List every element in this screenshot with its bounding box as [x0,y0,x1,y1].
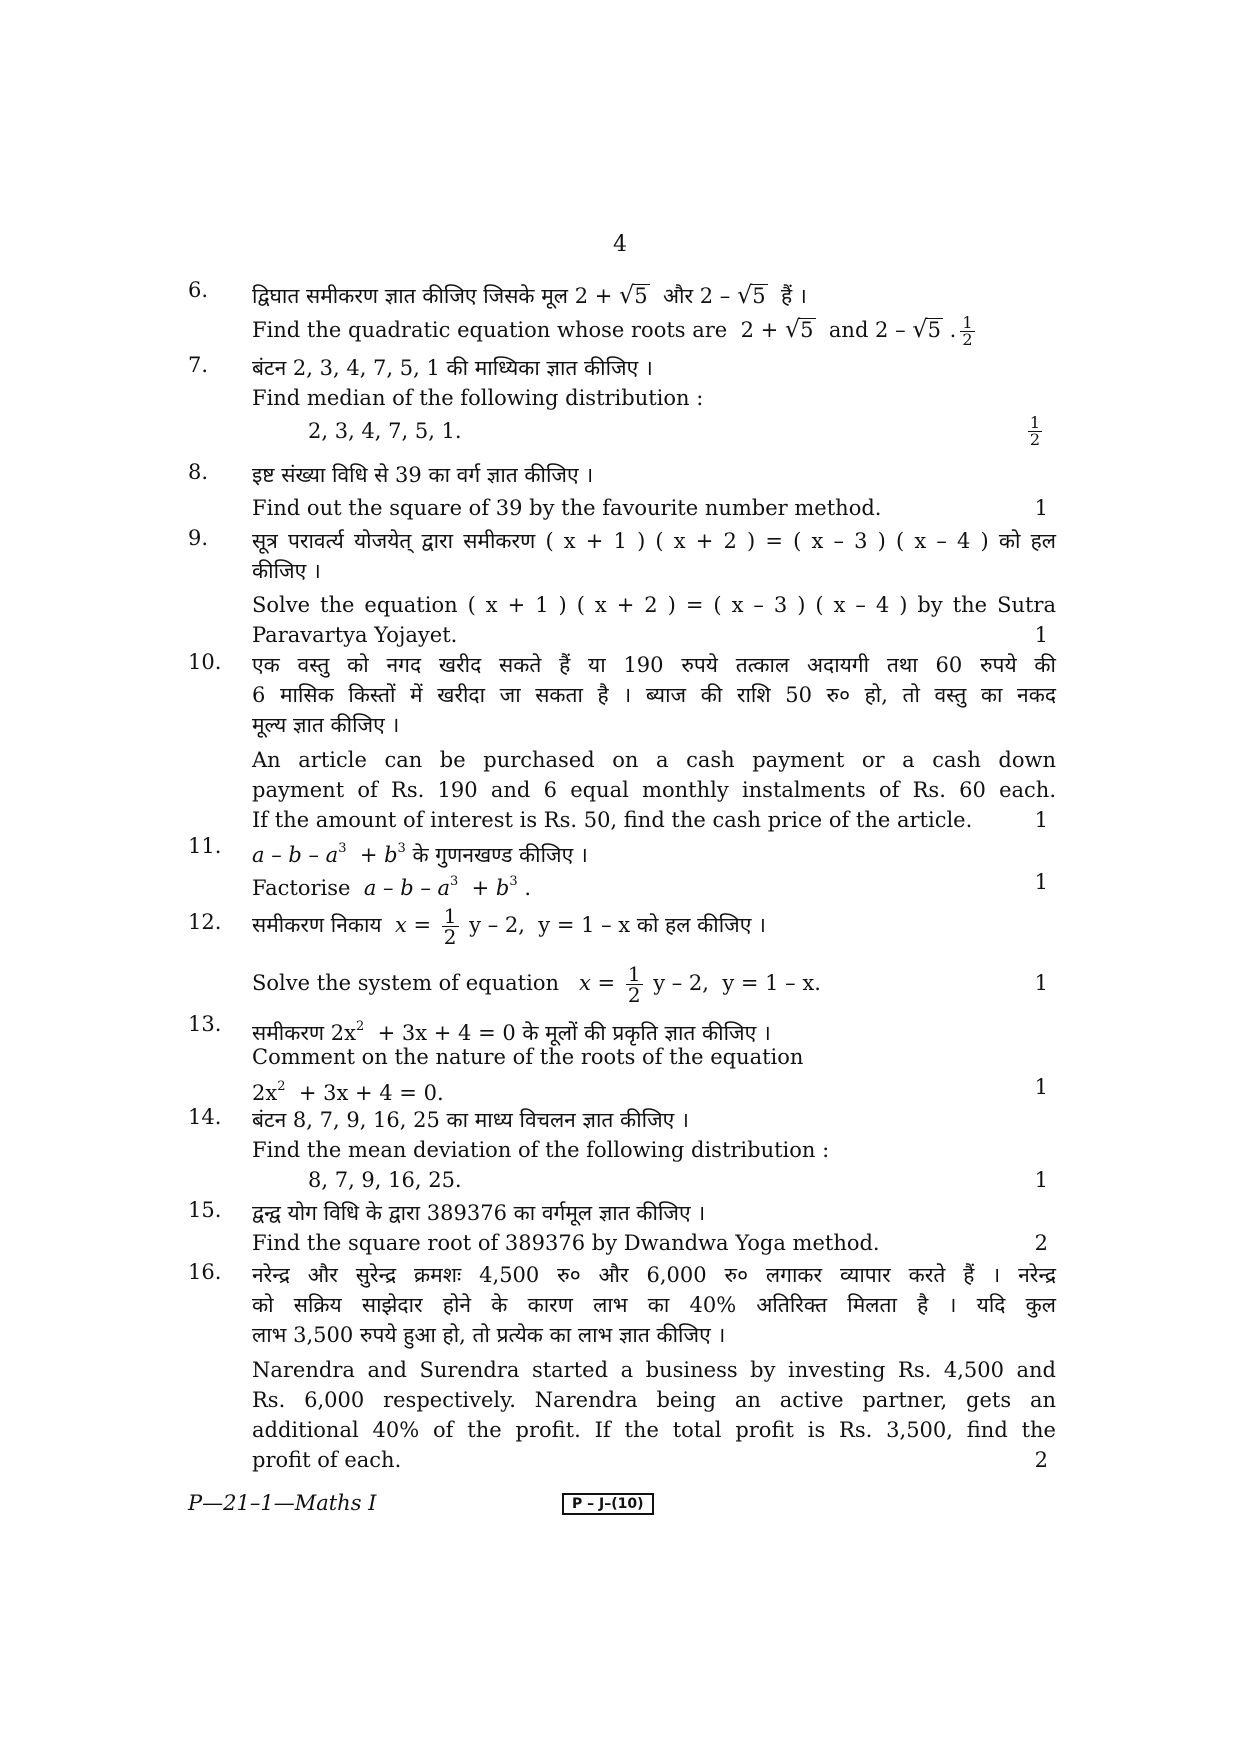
question-text-hi-cont: को सक्रिय साझेदार होने के कारण लाभ का 40% अतिरिक्त मिलता है । यदि कुल [252,1293,1056,1317]
fraction-half: $\frac{1}{2}$ [443,904,457,949]
question-text-hi: द्वन्द्व योग विधि के द्वारा 389376 का वर्गमूल ज्ञात कीजिए । [252,1201,706,1225]
question-text-hi: नरेन्द्र और सुरेन्द्र क्रमशः 4,500 रु० और 6,000 रु० लगाकर व्यापार करते हैं । नरेन्द्र [252,1263,1056,1287]
question-9 [188,526,1056,650]
question-text-hi: बंटन 8, 7, 9, 16, 25 का माध्य विचलन ज्ञात कीजिए । [252,1108,689,1132]
question-8 [188,460,1056,523]
question-11 [188,834,1056,900]
question-text-hi: द्विघात समीकरण ज्ञात कीजिए जिसके मूल 2 + √5 और 2 – √5 हैं । [252,281,807,309]
question-number: 8. [188,460,209,484]
question-text-en: Find out the square of 39 by the favourite number method. 1 [188,493,1056,523]
question-10 [188,650,1056,835]
marks-fraction: $\frac{1}{2}$ [962,313,973,349]
question-text-hi-cont: 6 मासिक किस्तों में खरीदा जा सकता है । ब्याज की राशि 50 रु० हो, तो वस्तु का नकद [252,683,1056,707]
question-text-hi: बंटन 2, 3, 4, 7, 5, 1 की माध्यिका ज्ञात कीजिए । [252,356,653,380]
question-text-hi-cont: लाभ 3,500 रुपये हुआ हो, तो प्रत्येक का लाभ ज्ञात कीजिए । [252,1323,726,1347]
question-12 [188,900,1056,1008]
paper-code: P—21–1—Maths I [188,1491,377,1515]
question-number: 10. [188,650,222,674]
marks: 1 [1034,496,1048,520]
radical-sign: √ [912,315,928,343]
radical-sign: √ [736,281,753,309]
question-text-hi: इष्ट संख्या विधि से 39 का वर्ग ज्ञात कीजिए । [252,463,594,487]
question-text-hi: समीकरण निकाय x = $\frac{1}{2}$ y – 2, y = 1 – x को हल कीजिए । [252,904,766,949]
question-text-en-cont: profit of each. 2 [188,1445,1056,1475]
question-text-en-cont: Paravartya Yojayet. 1 [188,620,1056,650]
question-text-hi: $a - b - a^3 + b^3$ के गुणनखण्ड कीजिए । [252,841,588,867]
question-text-en: Factorise $a - b - a^3 + b^3$ . 1 [188,867,1056,897]
radical-sign: √ [619,281,635,309]
question-text-en-cont: payment of Rs. 190 and 6 equal monthly instalments of Rs. 60 each. [252,778,1056,802]
question-14 [188,1105,1056,1195]
question-text-hi: समीकरण $2x^2 + 3x + 4 = 0$ के मूलों की प्रकृति ज्ञात कीजिए । [252,1019,771,1045]
question-text-en: Solve the system of equation x = $\frac{1}{2}$ y – 2, y = 1 – x. 1 [188,958,1056,1008]
question-text-en: Find the quadratic equation whose roots are 2 + √5 and 2 – √5 . $\frac{1}{2}$ [252,313,973,349]
question-number: 6. [188,278,209,302]
question-text-hi: सूत्र परावर्त्य योजयेत् द्वारा समीकरण ( x + 1 ) ( x + 2 ) = ( x – 3 ) ( x – 4 ) को हल [252,529,1056,553]
question-number: 16. [188,1260,222,1284]
question-text-en: Find the mean deviation of the following distribution : [252,1138,830,1162]
question-text-en: Comment on the nature of the roots of the equation [252,1045,804,1069]
series-code-box: P – J–(10) [562,1493,654,1515]
question-text-en: Solve the equation ( x + 1 ) ( x + 2 ) = ( x – 3 ) ( x – 4 ) by the Sutra [252,593,1056,617]
marks-fraction: $\frac{1}{2}$ [1029,413,1040,449]
marks: 1 [1034,1168,1048,1192]
question-text-en-cont: If the amount of interest is Rs. 50, find the cash price of the article. 1 [188,805,1056,835]
question-number: 15. [188,1198,222,1222]
page-number: 4 [613,232,627,257]
question-text-en-cont: additional 40% of the profit. If the total profit is Rs. 3,500, find the [252,1418,1056,1442]
question-text-en: Narendra and Surendra started a business by investing Rs. 4,500 and [252,1358,1056,1382]
question-text-hi: एक वस्तु को नगद खरीद सकते हैं या 190 रुपये तत्काल अदायगी तथा 60 रुपये की [252,653,1056,677]
question-13 [188,1012,1056,1105]
equation: $2x^2 + 3x + 4 = 0$. 1 [188,1072,1056,1102]
distribution-values: 8, 7, 9, 16, 25. 1 [188,1165,1056,1195]
question-text-hi-cont: मूल्य ज्ञात कीजिए । [252,713,400,737]
question-7 [188,353,1056,453]
distribution-values: 2, 3, 4, 7, 5, 1. $\frac{1}{2}$ [308,413,1040,449]
question-text-en: An article can be purchased on a cash payment or a cash down [252,748,1056,772]
question-text-en: Find the square root of 389376 by Dwandwa Yoga method. 2 [188,1228,1056,1258]
marks: 1 [1034,870,1048,894]
question-number: 13. [188,1012,222,1036]
marks: 1 [1034,1075,1048,1099]
question-15 [188,1198,1056,1258]
question-number: 12. [188,910,222,934]
fraction-half: $\frac{1}{2}$ [627,962,641,1007]
question-text-en: Find median of the following distribution : [252,386,704,410]
question-number: 9. [188,526,209,550]
question-number: 7. [188,353,209,377]
question-number: 11. [188,834,222,858]
question-6 [188,278,1056,349]
question-text-hi-cont: कीजिए । [252,559,321,583]
marks: 2 [1034,1231,1048,1255]
radical-sign: √ [784,315,801,343]
marks: 2 [1034,1448,1048,1472]
question-number: 14. [188,1105,222,1129]
marks: 1 [1034,623,1048,647]
question-16 [188,1260,1056,1475]
marks: 1 [1034,808,1048,832]
marks: 1 [1034,971,1048,995]
question-text-en-cont: Rs. 6,000 respectively. Narendra being an active partner, gets an [252,1388,1056,1412]
